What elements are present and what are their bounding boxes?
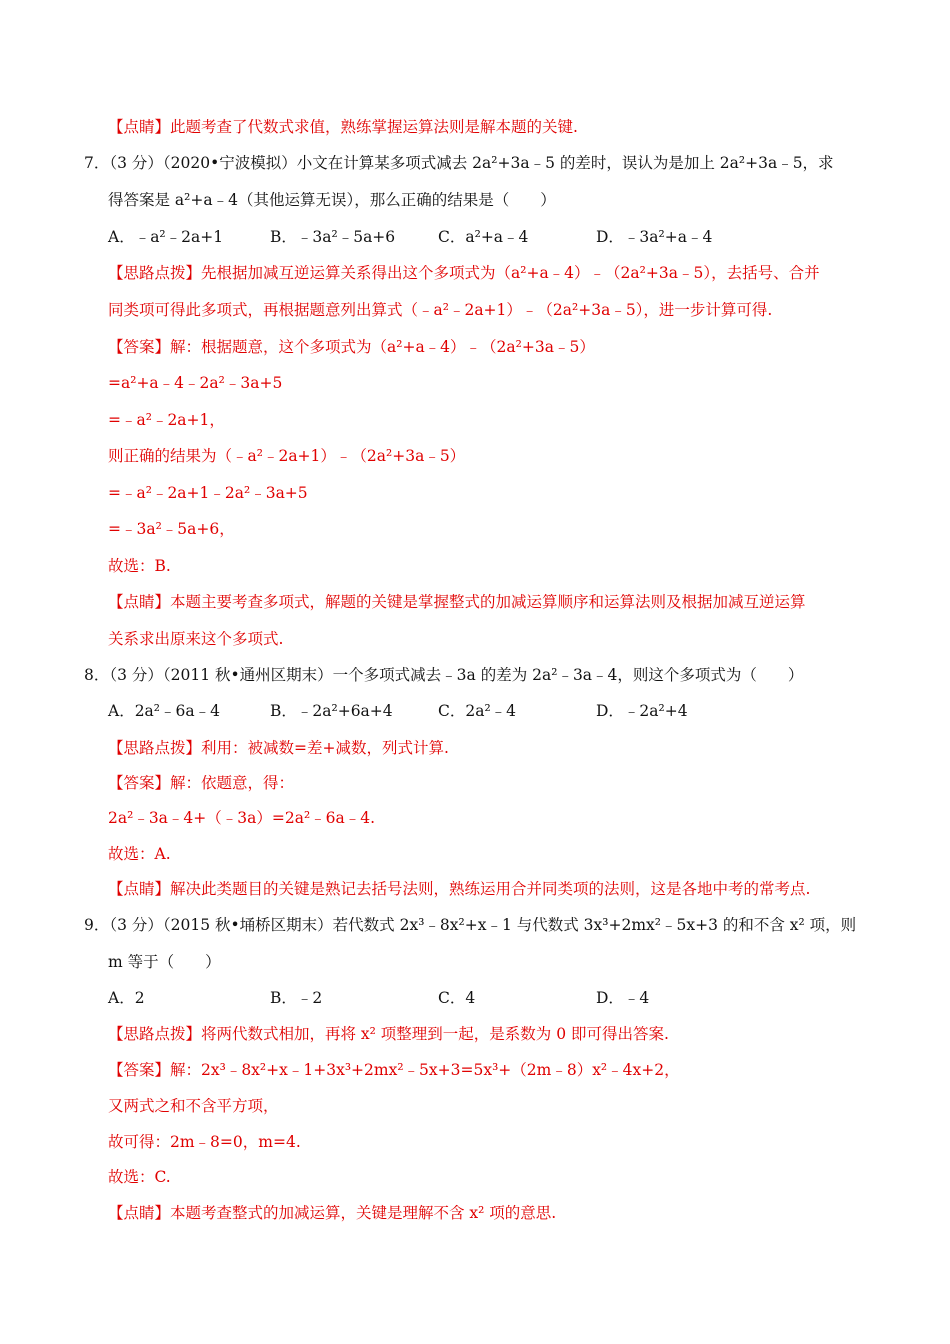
hint-q9: 【思路点拨】将两代数式相加，再将 x² 项整理到一起，是系数为 0 即可得出答案. bbox=[108, 1025, 669, 1043]
hint-q7: 【思路点拨】先根据加减互逆运算关系得出这个多项式为（a²+a﹣4）﹣（2a²+3a﹣5），去括号、合并 bbox=[108, 264, 820, 282]
answer-q7-step: =﹣a²﹣2a+1﹣2a²﹣3a+5 bbox=[108, 484, 308, 502]
answer-q9-step: 故可得：2m﹣8=0，m=4. bbox=[108, 1133, 301, 1151]
remark-q7: 【点睛】本题主要考查多项式，解题的关键是掌握整式的加减运算顺序和运算法则及根据加减互逆运算 bbox=[108, 593, 806, 611]
remark-q6: 【点睛】此题考查了代数式求值，熟练掌握运算法则是解本题的关键. bbox=[108, 118, 578, 136]
question-8-stem: 8．（3 分）（2011 秋•通州区期末）一个多项式减去﹣3a 的差为 2a²﹣3a﹣4，则这个多项式为（ ） bbox=[84, 666, 804, 684]
answer-q7-step: =a²+a﹣4﹣2a²﹣3a+5 bbox=[108, 374, 283, 392]
option-b: B．﹣3a²﹣5a+6 bbox=[270, 228, 396, 246]
answer-q7-step: =﹣3a²﹣5a+6， bbox=[108, 520, 235, 538]
option-d: D．﹣2a²+4 bbox=[596, 702, 688, 720]
answer-q9-step: 又两式之和不含平方项， bbox=[108, 1097, 279, 1115]
hint-q7-cont: 同类项可得此多项式，再根据题意列出算式（﹣a²﹣2a+1）﹣（2a²+3a﹣5），进一步计算可得. bbox=[108, 301, 773, 319]
answer-q7-step: =﹣a²﹣2a+1， bbox=[108, 411, 225, 429]
answer-q7: 【答案】解：根据题意，这个多项式为（a²+a﹣4）﹣（2a²+3a﹣5） bbox=[108, 338, 595, 356]
option-d: D．﹣4 bbox=[596, 989, 650, 1007]
answer-q7-choice: 故选：B. bbox=[108, 557, 171, 575]
question-7-options bbox=[108, 225, 870, 249]
option-a: A．﹣a²﹣2a+1 bbox=[108, 228, 224, 246]
option-a: A．2 bbox=[108, 989, 145, 1007]
remark-q9: 【点睛】本题考查整式的加减运算，关键是理解不含 x² 项的意思. bbox=[108, 1204, 557, 1222]
question-9-stem: 9．（3 分）（2015 秋•埇桥区期末）若代数式 2x³﹣8x²+x﹣1 与代数式 3x³+2mx²﹣5x+3 的和不含 x² 项，则 bbox=[84, 916, 857, 934]
option-b: B．﹣2a²+6a+4 bbox=[270, 702, 393, 720]
question-7-stem-cont: 得答案是 a²+a﹣4（其他运算无误），那么正确的结果是（ ） bbox=[108, 191, 556, 209]
question-7-stem: 7．（3 分）（2020•宁波模拟）小文在计算某多项式减去 2a²+3a﹣5 的差时，误认为是加上 2a²+3a﹣5，求 bbox=[84, 154, 834, 172]
hint-q8: 【思路点拨】利用：被减数=差+减数，列式计算. bbox=[108, 739, 449, 757]
answer-q8-choice: 故选：A. bbox=[108, 845, 171, 863]
question-9-stem-cont: m 等于（ ） bbox=[108, 953, 221, 971]
answer-q9-choice: 故选：C. bbox=[108, 1168, 171, 1186]
answer-q8-step: 2a²﹣3a﹣4+（﹣3a）=2a²﹣6a﹣4. bbox=[108, 809, 376, 827]
option-d: D．﹣3a²+a﹣4 bbox=[596, 228, 713, 246]
answer-q9: 【答案】解：2x³﹣8x²+x﹣1+3x³+2mx²﹣5x+3=5x³+（2m﹣8）x²﹣4x+2， bbox=[108, 1061, 680, 1079]
option-c: C．4 bbox=[438, 989, 476, 1007]
option-b: B．﹣2 bbox=[270, 989, 323, 1007]
question-9-options bbox=[108, 986, 870, 1010]
option-c: C．2a²﹣4 bbox=[438, 702, 517, 720]
question-8-options bbox=[108, 699, 870, 723]
remark-q8: 【点睛】解决此类题目的关键是熟记去括号法则，熟练运用合并同类项的法则，这是各地中考的常考点. bbox=[108, 880, 811, 898]
answer-q7-step: 则正确的结果为（﹣a²﹣2a+1）﹣（2a²+3a﹣5） bbox=[108, 447, 466, 465]
option-c: C．a²+a﹣4 bbox=[438, 228, 529, 246]
option-a: A．2a²﹣6a﹣4 bbox=[108, 702, 220, 720]
answer-q8: 【答案】解：依题意，得： bbox=[108, 774, 295, 792]
remark-q7-cont: 关系求出原来这个多项式. bbox=[108, 630, 284, 648]
